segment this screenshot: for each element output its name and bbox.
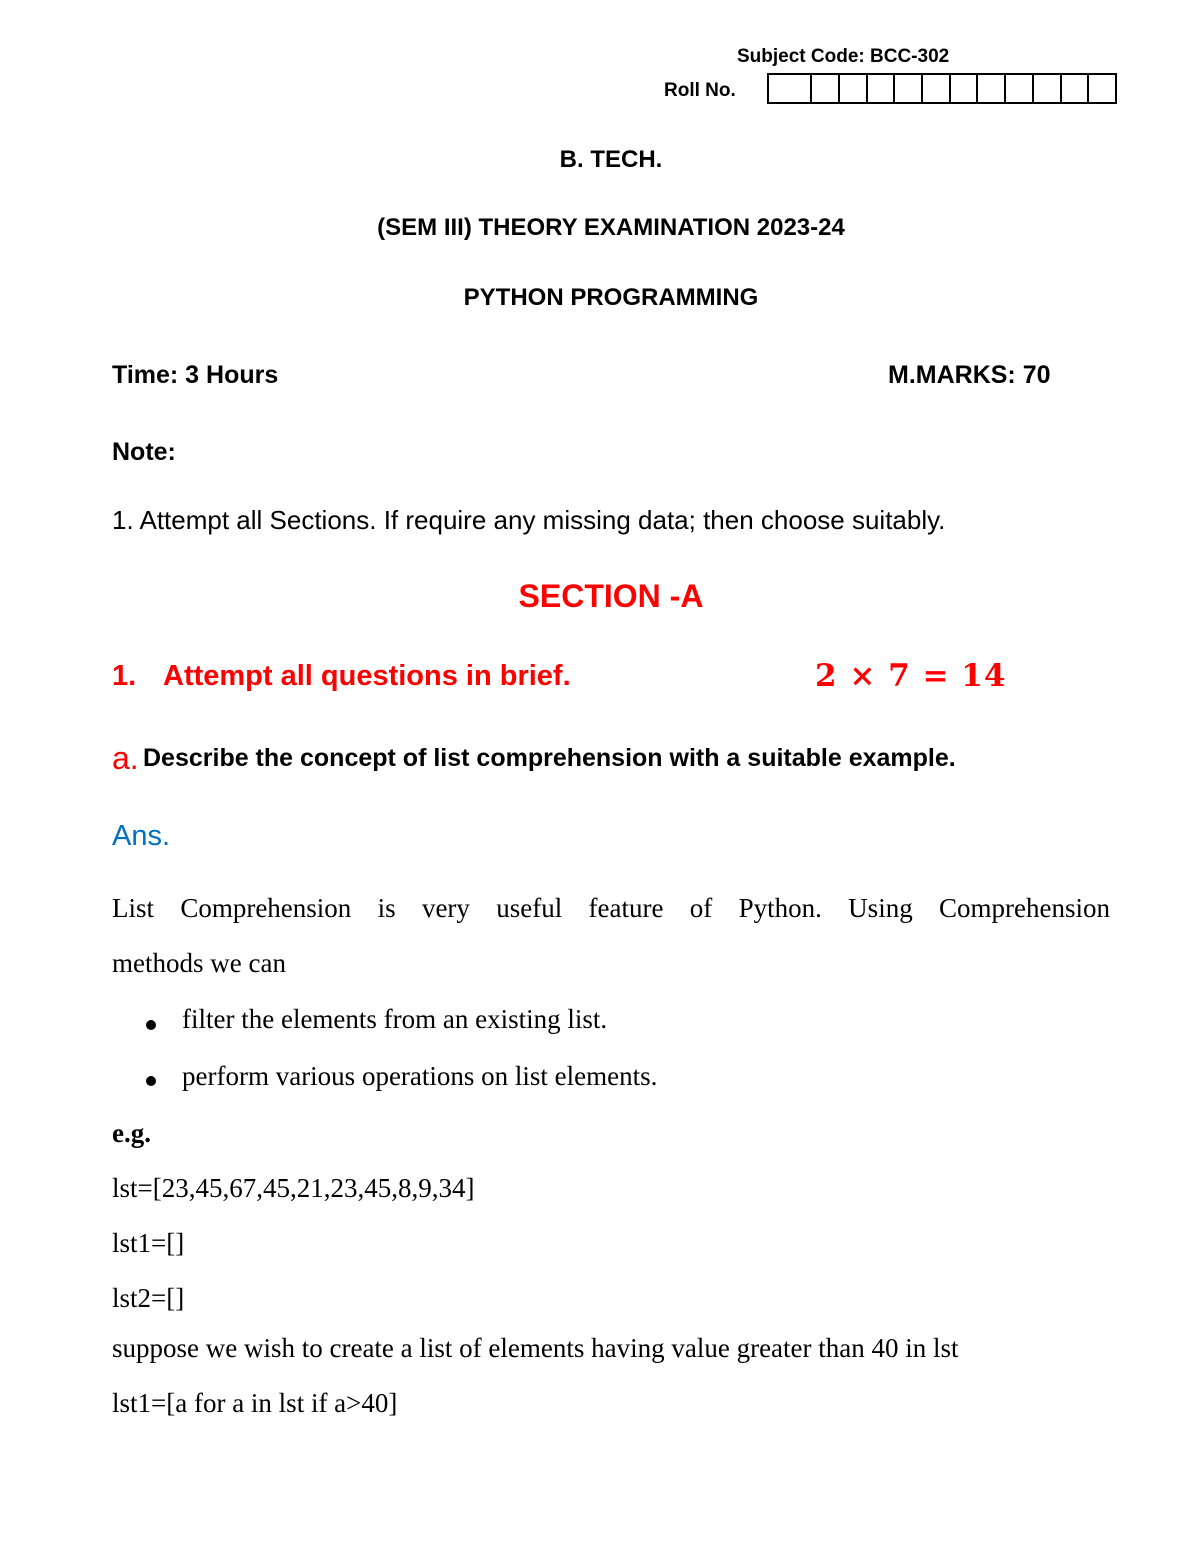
roll-box[interactable] [812,75,840,102]
roll-box[interactable] [840,75,868,102]
roll-box[interactable] [1062,75,1090,102]
example-label: e.g. [112,1118,151,1148]
bullet-icon [146,1076,156,1086]
degree-title: B. TECH. [559,146,663,173]
question-text: Describe the concept of list comprehension with a suitable example. [143,744,956,772]
roll-number-label: Roll No. [664,80,736,101]
answer-paragraph: suppose we wish to create a list of elements having value greater than 40 in lst [112,1333,959,1363]
note-heading: Note: [112,438,176,466]
roll-box[interactable] [868,75,896,102]
note-item: 1. Attempt all Sections. If require any missing data; then choose suitably. [112,505,946,535]
question-instruction: Attempt all questions in brief. [163,660,571,692]
roll-box[interactable] [895,75,923,102]
code-line: lst=[23,45,67,45,21,23,45,8,9,34] [112,1173,475,1203]
answer-paragraph: methods we can [112,948,286,978]
bullet-icon [146,1020,156,1030]
roll-number-boxes[interactable] [767,73,1117,104]
roll-box[interactable] [978,75,1006,102]
roll-box[interactable] [923,75,951,102]
max-marks: M.MARKS: 70 [888,361,1051,389]
roll-box[interactable] [769,75,812,102]
code-line: lst2=[] [112,1283,185,1313]
marks-formula: 2 × 7 = 14 [815,658,1007,694]
list-item: perform various operations on list elements. [182,1061,658,1091]
answer-label: Ans. [112,820,171,852]
code-line: lst1=[a for a in lst if a>40] [112,1388,398,1418]
roll-box[interactable] [1034,75,1062,102]
section-heading: SECTION -A [518,578,704,614]
roll-box[interactable] [1006,75,1034,102]
exam-time: Time: 3 Hours [112,361,279,389]
subject-code: Subject Code: BCC-302 [737,46,950,67]
roll-box[interactable] [1089,75,1117,102]
roll-box[interactable] [951,75,979,102]
subject-title: PYTHON PROGRAMMING [463,284,759,311]
question-letter: a. [112,740,139,776]
list-item: filter the elements from an existing list. [182,1004,608,1034]
answer-paragraph: List Comprehension is very useful feature of Python. Using Comprehension [112,893,1110,923]
question-number: 1. [112,660,137,692]
exam-title: (SEM III) THEORY EXAMINATION 2023-24 [377,214,845,241]
code-line: lst1=[] [112,1228,185,1258]
